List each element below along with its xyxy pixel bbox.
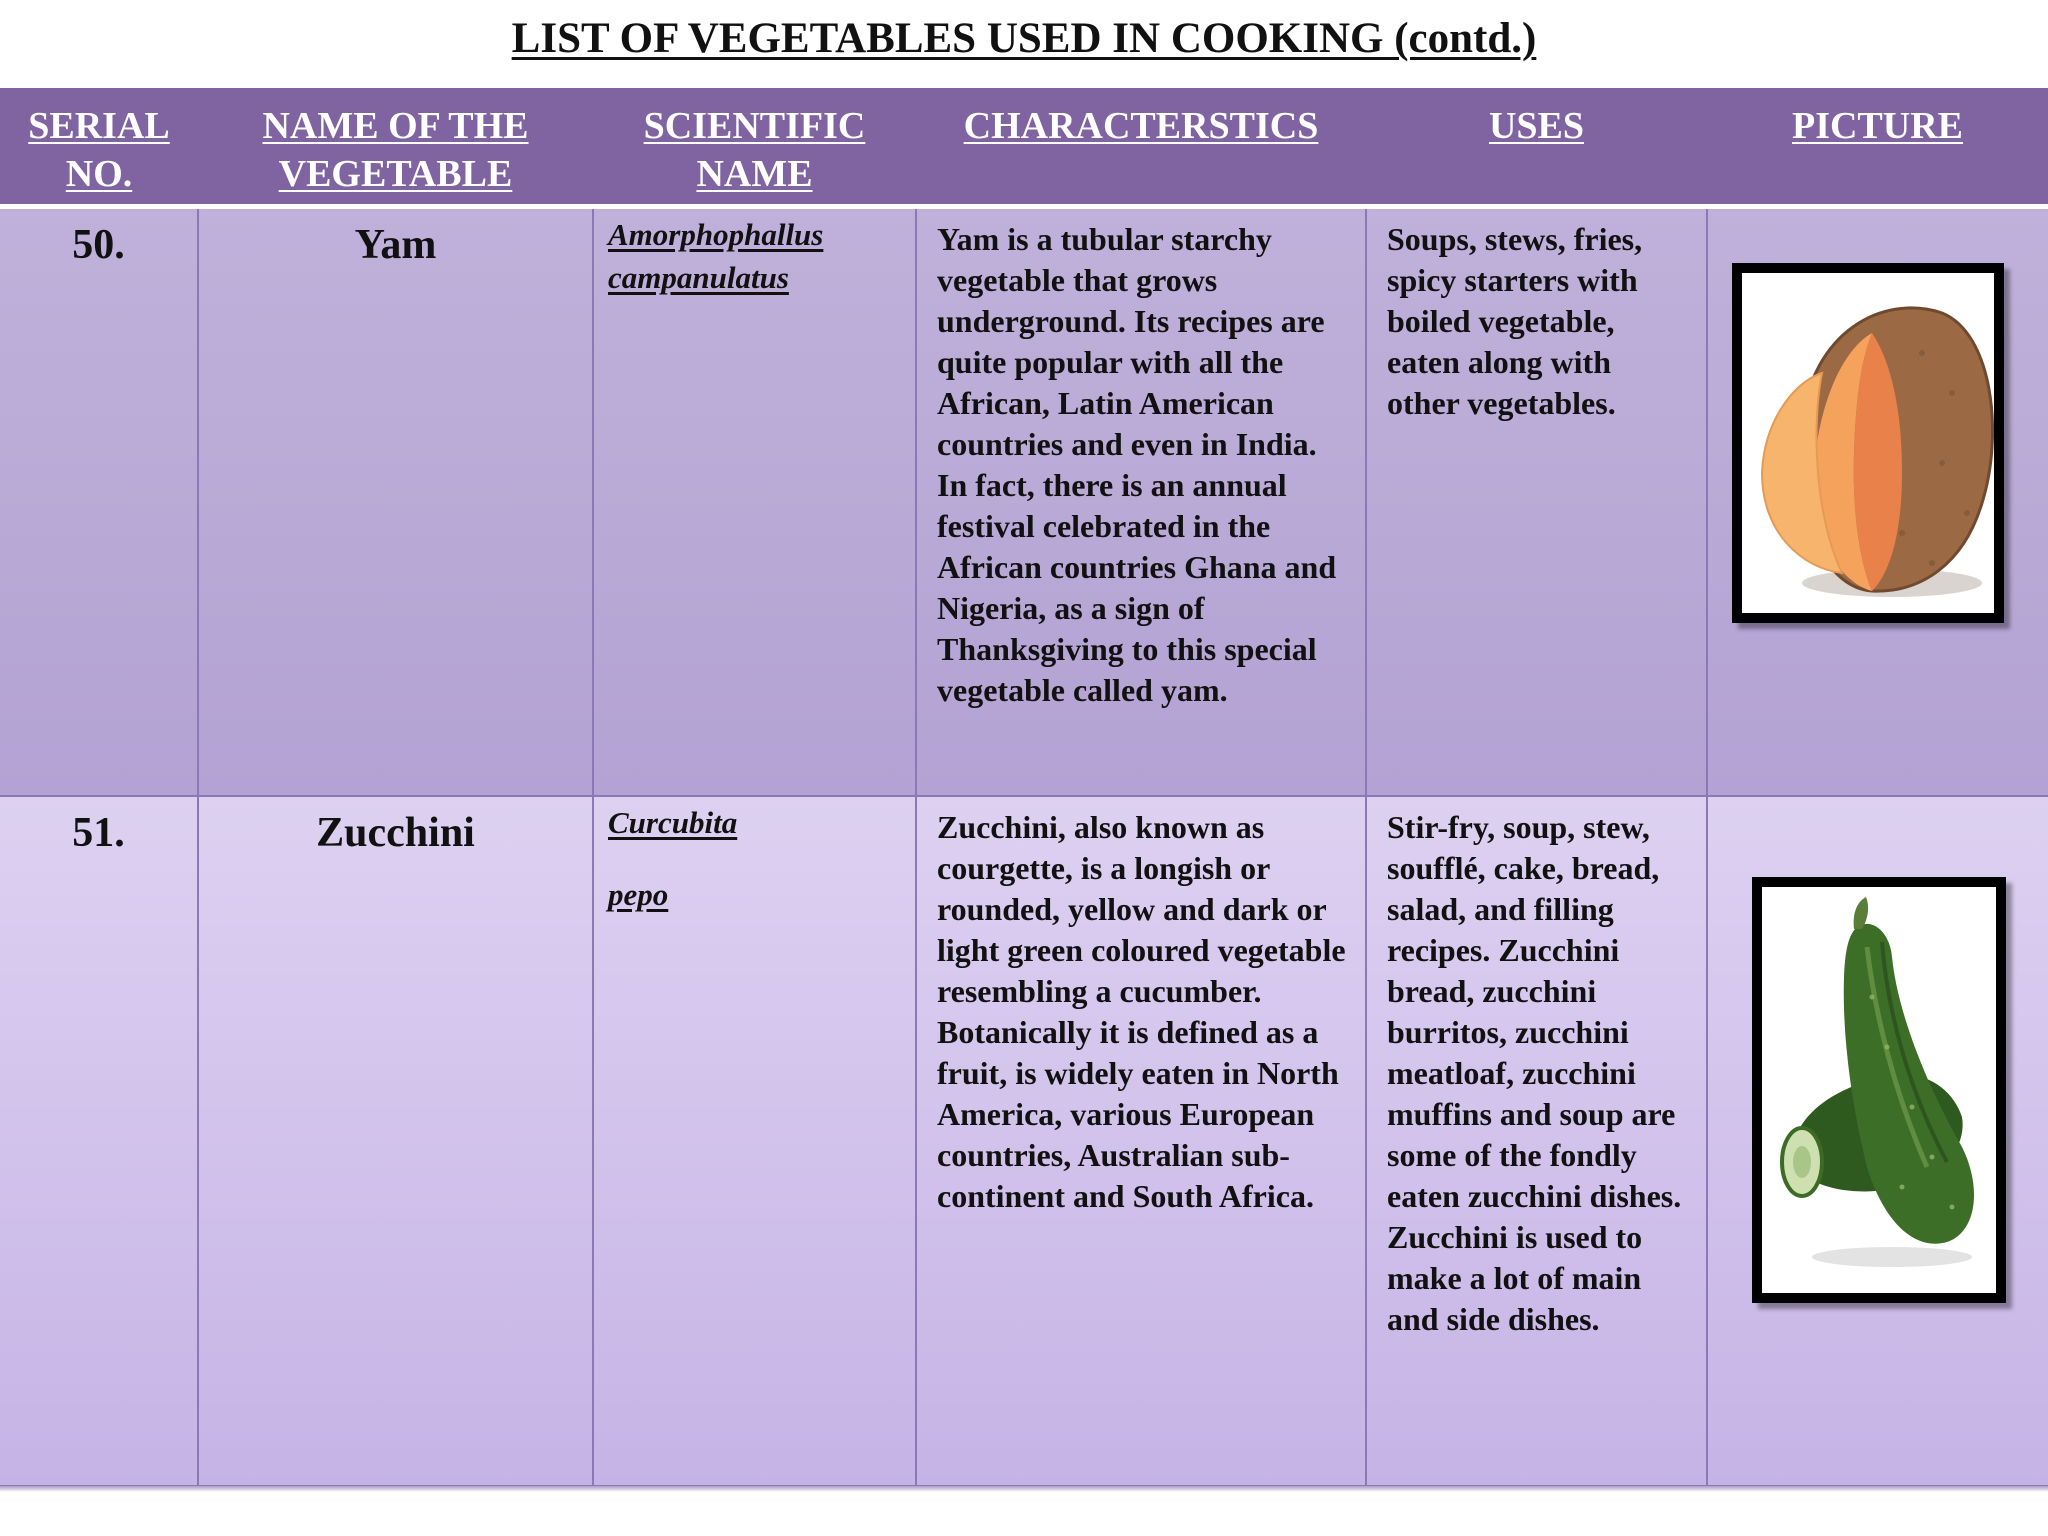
header-name [198,88,593,206]
header-serial [0,88,198,206]
table-bottom-shadow [0,1486,2048,1492]
zucchini-icon [1762,887,1996,1293]
serial-cell: 50. [0,206,198,796]
header-picture-label: PICTURE [1791,105,1964,147]
yam-picture-frame [1732,263,2004,623]
vegetables-table [0,88,2048,1487]
scientific-name-line1: Amorphophallus [608,216,824,252]
header-uses-label: USES [1488,105,1585,147]
vegetable-name-cell: Zucchini [198,796,593,1486]
picture-cell [1707,796,2048,1486]
characteristics-cell: Yam is a tubular starchy vegetable that grows underground. Its recipes are quite popular with all the African, Latin American countries and even in India. In fact, there is an annual festival celebrated in the African countries Ghana and Nigeria, as a sign of Thanksgiving to this special vegetable called yam. [916,206,1366,796]
vegetable-name-cell: Yam [198,206,593,796]
header-name-line2: VEGETABLE [278,153,513,195]
header-characteristics-label: CHARACTERSTICS [963,105,1319,147]
header-uses [1366,88,1707,206]
header-sci-line1: SCIENTIFIC [643,105,866,147]
scientific-name-line1: Curcubita [608,805,738,840]
table-header-row [0,88,2048,206]
uses-cell: Stir-fry, soup, stew, soufflé, cake, bread, salad, and filling recipes. Zucchini bread, zucchini burritos, zucchini meatloaf, zucchini muffins and soup are some of the fondly eaten zucchini dishes. Zucchini is used to make a lot of main and side dishes. [1366,796,1707,1486]
table-row [0,206,2048,796]
header-sci-line2: NAME [696,153,813,195]
header-serial-line2: NO. [65,153,133,195]
scientific-name-line2: campanulatus [608,259,789,295]
header-picture [1707,88,2048,206]
scientific-name-cell [593,796,916,1486]
header-name-line1: NAME OF THE [262,105,529,147]
zucchini-picture-frame [1752,877,2006,1303]
table-row [0,796,2048,1486]
header-scientific-name [593,88,916,206]
page-title: LIST OF VEGETABLES USED IN COOKING (contd.) [511,15,1537,62]
uses-cell: Soups, stews, fries, spicy starters with boiled vegetable, eaten along with other vegetables. [1366,206,1707,796]
scientific-name-cell [593,206,916,796]
serial-cell: 51. [0,796,198,1486]
characteristics-cell: Zucchini, also known as courgette, is a longish or rounded, yellow and dark or light green coloured vegetable resembling a cucumber. Botanically it is defined as a fruit, is widely eaten in North America, various European countries, Australian sub-continent and South Africa. [916,796,1366,1486]
yam-icon [1742,273,1994,613]
header-characteristics [916,88,1366,206]
header-serial-line1: SERIAL [28,105,170,147]
scientific-name-line2: pepo [608,877,669,912]
picture-cell [1707,206,2048,796]
